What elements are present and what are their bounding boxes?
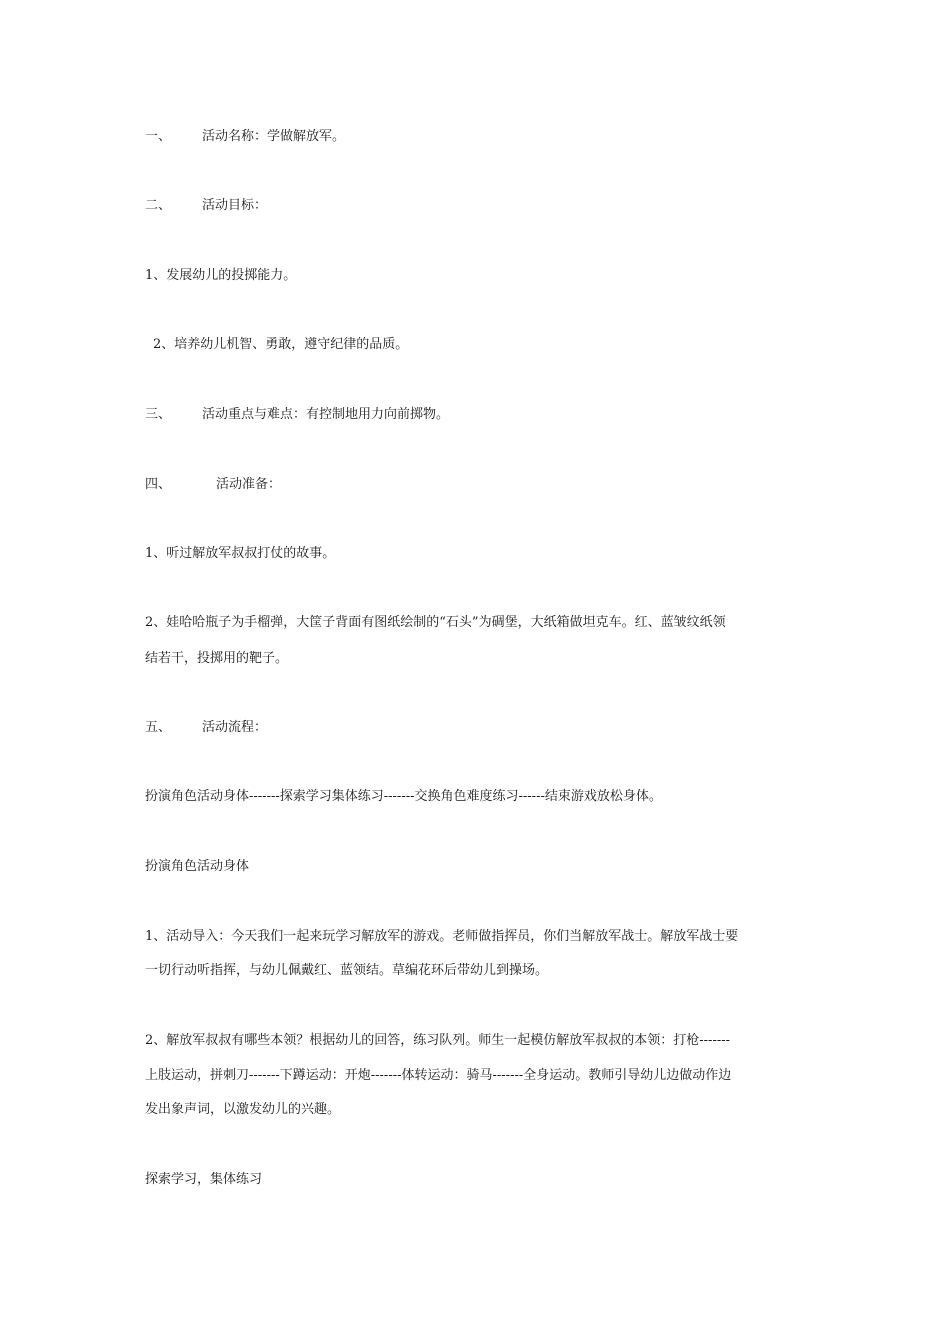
prep-item-1: 1、听过解放军叔叔打仗的故事。 xyxy=(145,546,336,561)
step-1-line-2: 一切行动听指挥，与幼儿佩戴红、蓝领结。草编花环后带幼儿到操场。 xyxy=(145,963,549,978)
section-activity-goals xyxy=(145,197,805,215)
section-key-points xyxy=(145,406,805,424)
section-number: 二、 xyxy=(145,198,172,213)
section-text: 活动名称：学做解放军。 xyxy=(202,129,346,144)
section-number: 三、 xyxy=(145,407,172,422)
step-2-line-2: 上肢运动，拼刺刀-------下蹲运动：开炮-------体转运动：骑马-------全身运动。教师引导幼儿边做动作边 xyxy=(145,1068,732,1083)
step-1-line-1: 1、活动导入：今天我们一起来玩学习解放军的游戏。老师做指挥员，你们当解放军战士。解放军战士要 xyxy=(145,929,739,944)
prep-item-2-line-2: 结若干，投掷用的靶子。 xyxy=(145,651,289,666)
step-2-line-3: 发出象声词，以激发幼儿的兴趣。 xyxy=(145,1102,341,1117)
section-activity-name xyxy=(145,128,805,146)
goal-item-2: 2、培养幼儿机智、勇敢，遵守纪律的品质。 xyxy=(153,337,409,352)
prep-item-2-line-1: 2、娃哈哈瓶子为手榴弹，大筐子背面有图纸绘制的“石头”为碉堡，大纸箱做坦克车。红、蓝皱纹纸领 xyxy=(145,615,726,630)
section-number: 一、 xyxy=(145,129,172,144)
part-title-role-play: 扮演角色活动身体 xyxy=(145,859,250,874)
section-text: 活动准备： xyxy=(216,477,282,492)
section-text: 活动流程： xyxy=(202,720,268,735)
part-title-explore-practice: 探索学习，集体练习 xyxy=(145,1172,263,1187)
section-preparation xyxy=(145,476,805,494)
section-text: 活动目标： xyxy=(202,198,268,213)
step-2-line-1: 2、解放军叔叔有哪些本领？根据幼儿的回答，练习队列。师生一起模仿解放军叔叔的本领：打枪------- xyxy=(145,1033,731,1048)
flow-summary: 扮演角色活动身体-------探索学习集体练习-------交换角色难度练习------结束游戏放松身体。 xyxy=(145,789,662,804)
goal-item-1: 1、发展幼儿的投掷能力。 xyxy=(145,268,297,283)
section-activity-flow xyxy=(145,719,805,737)
section-text: 活动重点与难点：有控制地用力向前掷物。 xyxy=(202,407,450,422)
section-number: 五、 xyxy=(145,720,172,735)
section-number: 四、 xyxy=(145,477,172,492)
